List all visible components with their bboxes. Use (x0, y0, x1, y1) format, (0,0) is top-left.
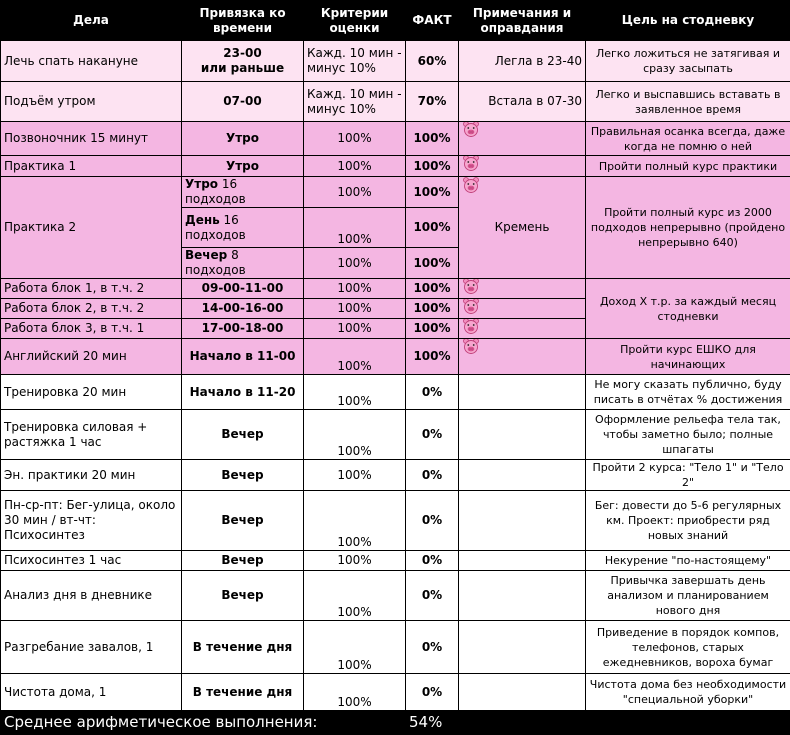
fact-cell: 0% (406, 621, 459, 674)
time-cell: 14-00-16-00 (182, 299, 304, 319)
time-cell: Вечер (182, 460, 304, 491)
criteria-cell: 100% (304, 571, 406, 621)
table-row (1, 621, 790, 674)
pig-face-icon (462, 122, 480, 138)
note-cell (459, 375, 586, 410)
note-cell (459, 410, 586, 460)
criteria-cell: 100% (304, 339, 406, 375)
table-row (1, 177, 790, 208)
fact-cell: 0% (406, 375, 459, 410)
time-cell: 17-00-18-00 (182, 319, 304, 339)
goal-cell: Не могу сказать публично, буду писать в отчётах % достижения (586, 375, 790, 410)
fact-cell: 100% (406, 177, 459, 208)
pig-face-icon (462, 299, 480, 315)
note-cell (459, 319, 586, 339)
header-time: Привязка ко времени (182, 1, 304, 41)
fact-cell: 60% (406, 41, 459, 82)
goal-cell: Легко ложиться не затягивая и сразу засыпать (586, 41, 790, 82)
table-row (1, 156, 790, 177)
note-cell (459, 460, 586, 491)
pig-face-icon (462, 339, 480, 355)
goal-cell: Бег: довести до 5-6 регулярных км. Проект: приобрести ряд новых знаний (586, 491, 790, 551)
fact-cell: 100% (406, 319, 459, 339)
time-cell: Начало в 11-00 (182, 339, 304, 375)
table-row (1, 674, 790, 711)
table-row (1, 339, 790, 375)
header-notes: Примечания и оправдания (459, 1, 586, 41)
criteria-cell: Кажд. 10 мин - минус 10% (304, 82, 406, 122)
note-cell (459, 156, 586, 177)
header-criteria: Критерии оценки (304, 1, 406, 41)
table-row (1, 460, 790, 491)
fact-cell: 100% (406, 208, 459, 248)
task-cell: Позвоночник 15 минут (1, 122, 182, 156)
time-cell: Утро (182, 122, 304, 156)
note-cell (459, 122, 586, 156)
goal-cell: Пройти полный курс практики (586, 156, 790, 177)
time-cell: Начало в 11-20 (182, 375, 304, 410)
task-cell: Разгребание завалов, 1 (1, 621, 182, 674)
criteria-cell: 100% (304, 621, 406, 674)
table-row (1, 410, 790, 460)
criteria-cell: 100% (304, 319, 406, 339)
note-cell (459, 551, 586, 571)
fact-cell: 100% (406, 339, 459, 375)
goal-cell: Привычка завершать день анализом и планированием нового дня (586, 571, 790, 621)
task-cell: Подъём утром (1, 82, 182, 122)
goal-cell: Пройти 2 курса: "Тело 1" и "Тело 2" (586, 460, 790, 491)
criteria-cell: Кажд. 10 мин - минус 10% (304, 41, 406, 82)
table-row (1, 82, 790, 122)
time-cell: В течение дня (182, 621, 304, 674)
goal-cell: Оформление рельефа тела так, чтобы заметно было; полные шпагаты (586, 410, 790, 460)
header-goal: Цель на стодневку (586, 1, 790, 41)
fact-cell: 100% (406, 248, 459, 279)
fact-cell: 70% (406, 82, 459, 122)
table-row (1, 551, 790, 571)
goal-cell: Чистота дома без необходимости "специальной уборки" (586, 674, 790, 711)
task-cell: Работа блок 3, в т.ч. 1 (1, 319, 182, 339)
criteria-cell: 100% (304, 460, 406, 491)
header-fact: ФАКТ (406, 1, 459, 41)
task-cell: Практика 2 (1, 177, 182, 279)
goal-cell: Приведение в порядок компов, телефонов, старых ежедневников, вороха бумаг (586, 621, 790, 674)
criteria-cell: 100% (304, 248, 406, 279)
average-value: 54% (406, 711, 790, 735)
goal-cell: Легко и выспавшись вставать в заявленное время (586, 82, 790, 122)
table-row (1, 375, 790, 410)
task-cell: Работа блок 2, в т.ч. 2 (1, 299, 182, 319)
fact-cell: 0% (406, 460, 459, 491)
note-cell (459, 279, 586, 299)
table-row (1, 491, 790, 551)
goal-cell: Доход X т.р. за каждый месяц стодневки (586, 279, 790, 339)
time-cell: Вечер (182, 551, 304, 571)
task-cell: Пн-ср-пт: Бег-улица, около 30 мин / вт-чт: Психосинтез (1, 491, 182, 551)
pig-face-icon (462, 156, 480, 172)
note-cell (459, 674, 586, 711)
header-tasks: Дела (1, 1, 182, 41)
criteria-cell: 100% (304, 208, 406, 248)
time-cell: Вечер 8 подходов (182, 248, 304, 279)
note-cell: Встала в 07-30 (459, 82, 586, 122)
fact-cell: 100% (406, 299, 459, 319)
note-cell (459, 571, 586, 621)
task-cell: Психосинтез 1 час (1, 551, 182, 571)
pig-face-icon (462, 319, 480, 335)
criteria-cell: 100% (304, 122, 406, 156)
note-cell (459, 491, 586, 551)
time-cell: В течение дня (182, 674, 304, 711)
goal-cell: Некурение "по-настоящему" (586, 551, 790, 571)
fact-cell: 0% (406, 674, 459, 711)
table-row (1, 41, 790, 82)
task-cell: Эн. практики 20 мин (1, 460, 182, 491)
pig-face-icon (462, 279, 480, 295)
goal-cell: Пройти полный курс из 2000 подходов непрерывно (пройдено непрерывно 640) (586, 177, 790, 279)
note-cell (459, 621, 586, 674)
task-cell: Английский 20 мин (1, 339, 182, 375)
task-cell: Чистота дома, 1 (1, 674, 182, 711)
time-cell: Утро (182, 156, 304, 177)
criteria-cell: 100% (304, 674, 406, 711)
criteria-cell: 100% (304, 551, 406, 571)
task-cell: Практика 1 (1, 156, 182, 177)
task-cell: Тренировка 20 мин (1, 375, 182, 410)
goal-cell: Правильная осанка всегда, даже когда не помню о ней (586, 122, 790, 156)
table-row (1, 122, 790, 156)
fact-cell: 0% (406, 491, 459, 551)
task-cell: Анализ дня в дневнике (1, 571, 182, 621)
time-cell: Вечер (182, 410, 304, 460)
fact-cell: 0% (406, 410, 459, 460)
criteria-cell: 100% (304, 410, 406, 460)
time-cell: Утро 16 подходов (182, 177, 304, 208)
criteria-cell: 100% (304, 375, 406, 410)
table-row (1, 571, 790, 621)
fact-cell: 0% (406, 571, 459, 621)
fact-cell: 0% (406, 551, 459, 571)
criteria-cell: 100% (304, 156, 406, 177)
time-cell: 23-00 или раньше (182, 41, 304, 82)
note-cell (459, 339, 586, 375)
criteria-cell: 100% (304, 279, 406, 299)
time-cell: 07-00 (182, 82, 304, 122)
time-cell: Вечер (182, 491, 304, 551)
note-cell (459, 177, 586, 279)
note-cell: Легла в 23-40 (459, 41, 586, 82)
task-cell: Тренировка силовая + растяжка 1 час (1, 410, 182, 460)
time-cell: Вечер (182, 571, 304, 621)
time-cell: День 16 подходов (182, 208, 304, 248)
note-text: Кремень (495, 220, 550, 234)
pig-face-icon (462, 177, 480, 193)
goal-cell: Пройти курс ЕШКО для начинающих (586, 339, 790, 375)
fact-cell: 100% (406, 122, 459, 156)
criteria-cell: 100% (304, 299, 406, 319)
table-row (1, 279, 790, 299)
time-cell: 09-00-11-00 (182, 279, 304, 299)
criteria-cell: 100% (304, 177, 406, 208)
criteria-cell: 100% (304, 491, 406, 551)
task-cell: Лечь спать накануне (1, 41, 182, 82)
footer-row (1, 711, 790, 735)
task-cell: Работа блок 1, в т.ч. 2 (1, 279, 182, 299)
fact-cell: 100% (406, 279, 459, 299)
average-label: Среднее арифметическое выполнения: (1, 711, 406, 735)
note-cell (459, 299, 586, 319)
fact-cell: 100% (406, 156, 459, 177)
header-row (1, 1, 790, 41)
